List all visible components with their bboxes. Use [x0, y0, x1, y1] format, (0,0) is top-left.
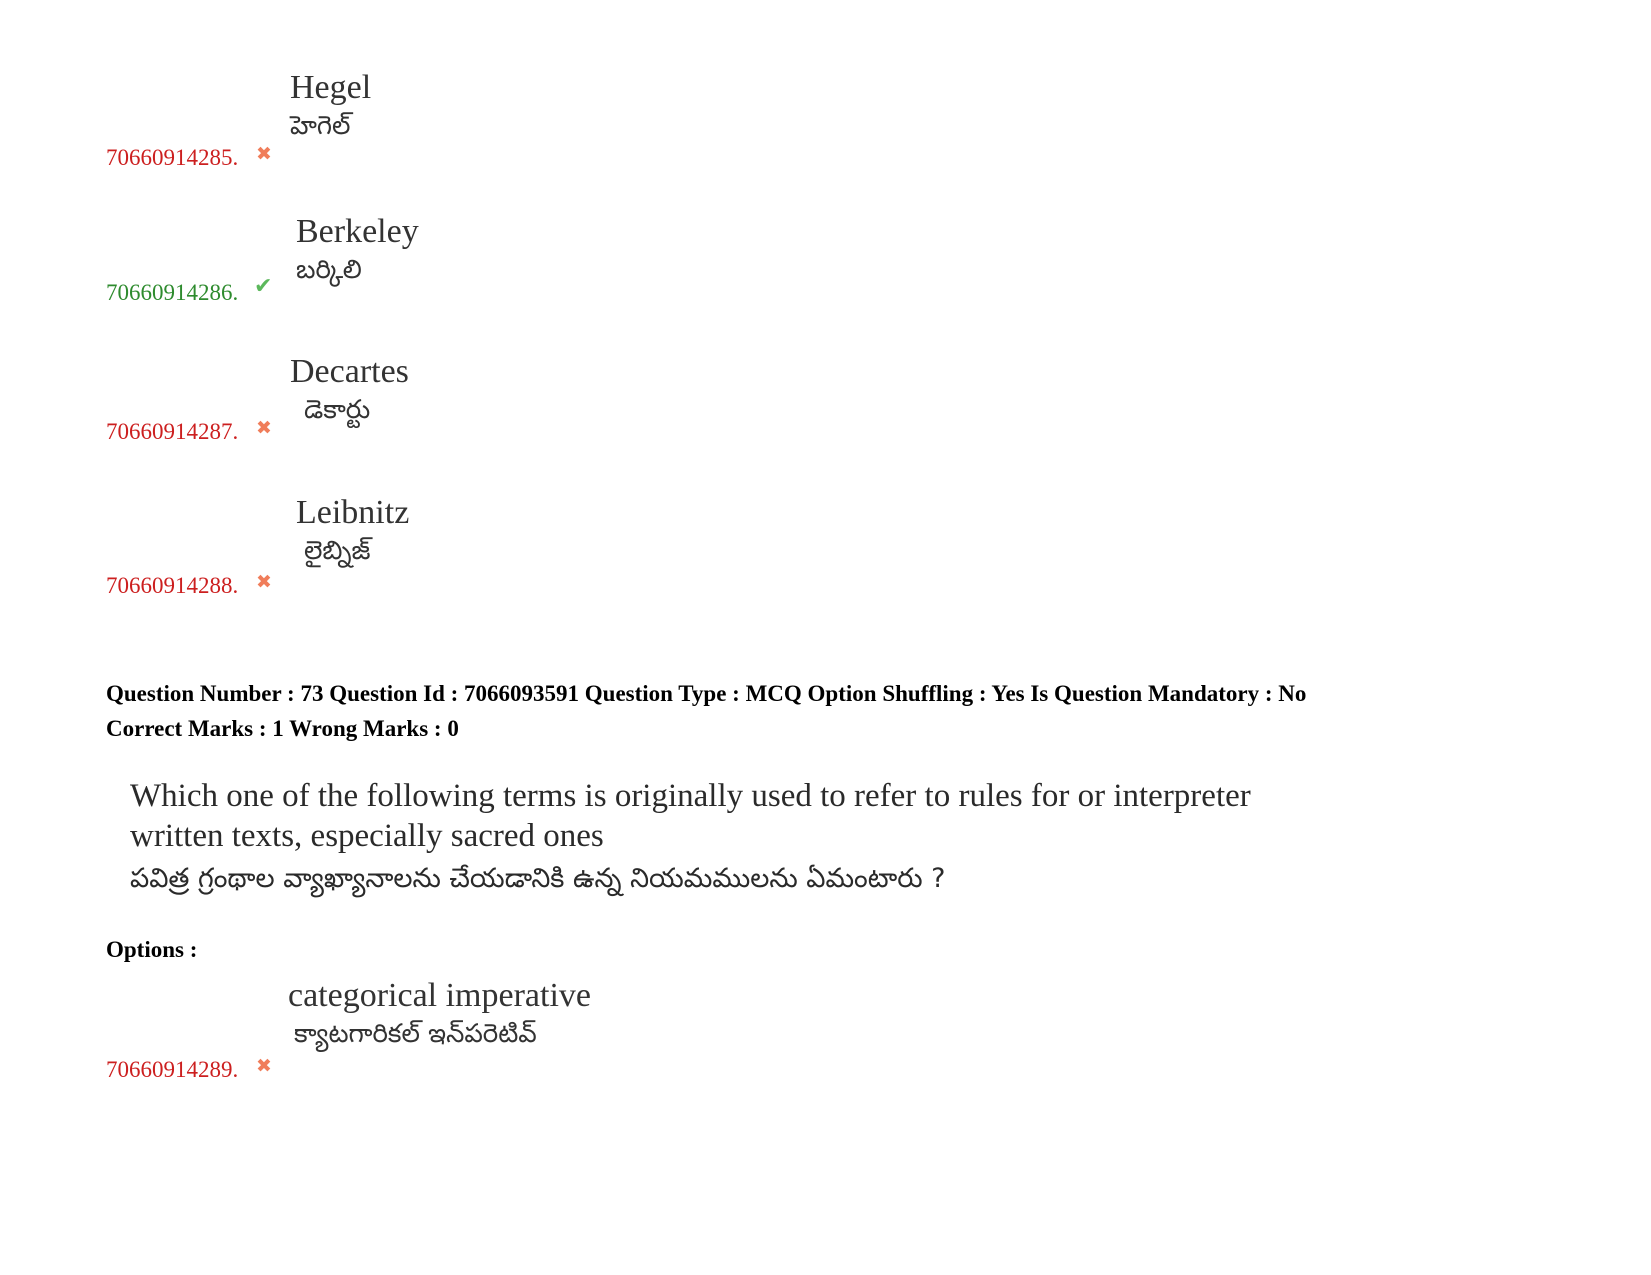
- option-text-english: Berkeley: [296, 213, 419, 250]
- option-text: [290, 352, 409, 428]
- question-text-telugu: పవిత్ర గ్రంథాల వ్యాఖ్యానాలను చేయడానికి ఉన్న నియమములను ఏమంటారు ?: [130, 863, 946, 894]
- option-text-english: Leibnitz: [296, 494, 410, 531]
- cross-icon: ✖: [256, 417, 272, 439]
- option-text-telugu: హెగెల్: [290, 111, 351, 141]
- option-text-english: Hegel: [290, 69, 372, 106]
- options-label: Options :: [106, 937, 198, 962]
- option-text-telugu: డెకార్టు: [304, 395, 371, 425]
- question-text-english-line1: Which one of the following terms is originally used to refer to rules for or interpreter: [130, 778, 1251, 814]
- option-id: 70660914287.: [106, 419, 239, 444]
- option-text: [288, 976, 591, 1052]
- option-text-telugu: లైబ్నిజ్: [304, 536, 371, 566]
- cross-icon: ✖: [256, 571, 272, 593]
- option-id: 70660914286.: [106, 280, 239, 305]
- option-text-english: categorical imperative: [288, 977, 591, 1014]
- option-text: [296, 493, 409, 569]
- option-id: 70660914289.: [106, 1057, 239, 1082]
- option-text: [296, 212, 419, 288]
- question-text: [130, 776, 1251, 902]
- option-id: 70660914288.: [106, 573, 239, 598]
- option-id: 70660914285.: [106, 145, 239, 170]
- option-text: [290, 68, 371, 144]
- option-text-english: Decartes: [290, 353, 409, 390]
- cross-icon: ✖: [256, 1055, 272, 1077]
- check-icon: ✔: [254, 274, 273, 299]
- cross-icon: ✖: [256, 143, 272, 165]
- question-meta: Question Number : 73 Question Id : 7066093591 Question Type : MCQ Option Shuffling : Yes Is Question Mandatory : No: [106, 681, 1307, 706]
- option-text-telugu: క్యాటగారికల్ ఇన్‌పరెటివ్: [294, 1019, 537, 1049]
- question-text-english-line2: written texts, especially sacred ones: [130, 818, 604, 854]
- question-marks: Correct Marks : 1 Wrong Marks : 0: [106, 716, 459, 741]
- option-text-telugu: బర్కిలి: [296, 255, 362, 285]
